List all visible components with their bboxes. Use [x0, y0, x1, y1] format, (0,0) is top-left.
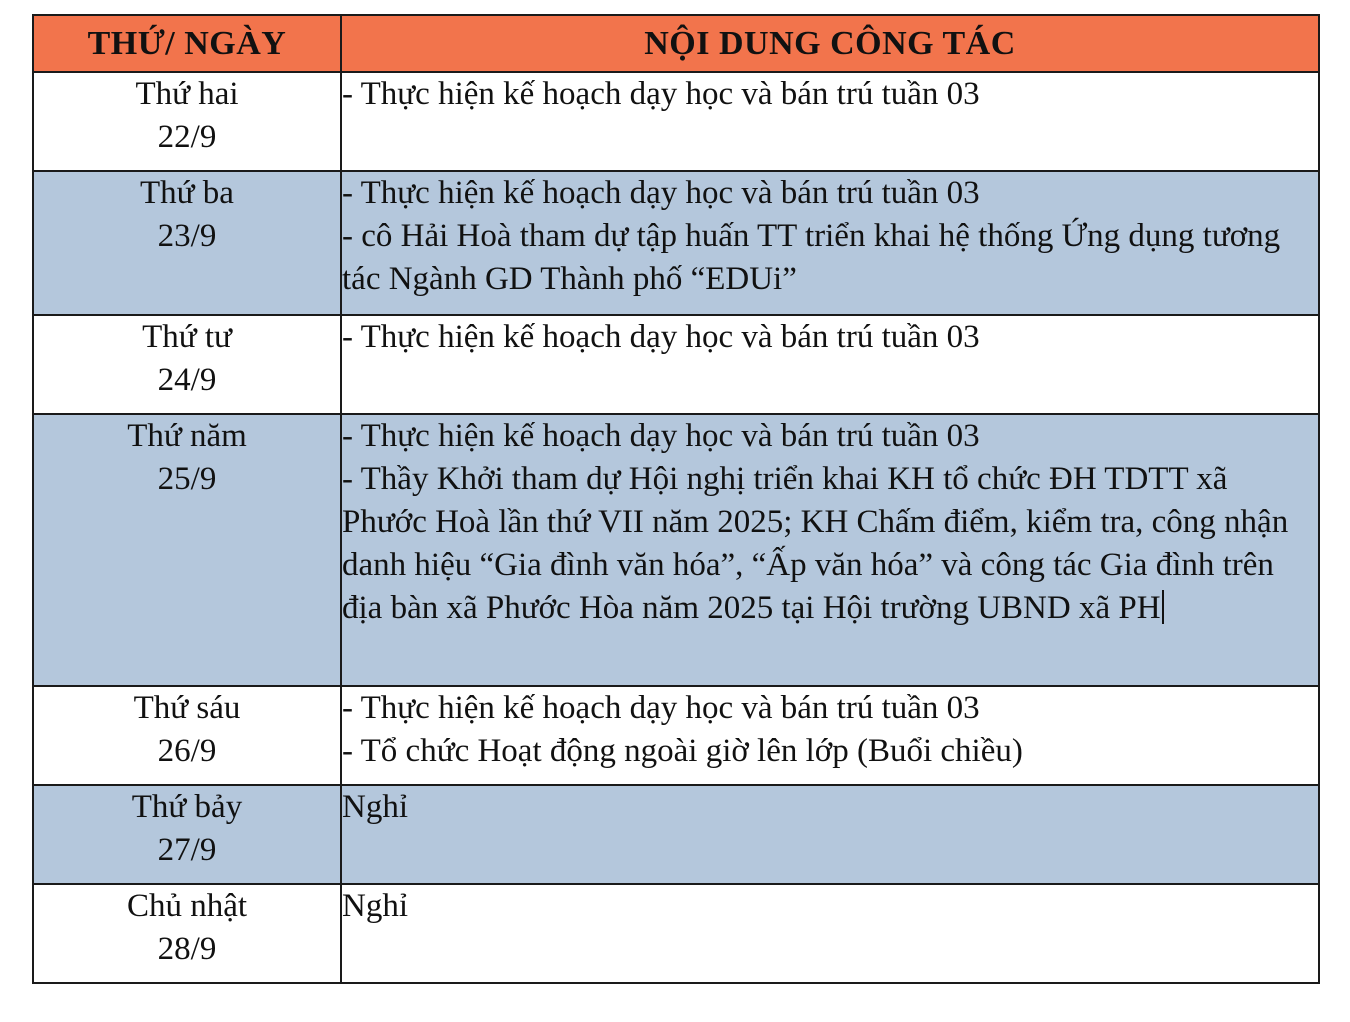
table-row-wednesday: [33, 315, 1319, 414]
content-line: Nghỉ: [342, 888, 408, 924]
content-cell[interactable]: [341, 414, 1319, 686]
table-row-monday: [33, 72, 1319, 171]
content-line: - Thực hiện kế hoạch dạy học và bán trú tuần 03: [342, 690, 980, 726]
content-line: [342, 458, 1318, 630]
date-label: 25/9: [157, 461, 217, 497]
table-row-friday: [33, 686, 1319, 785]
content-cell[interactable]: [341, 884, 1319, 983]
day-cell[interactable]: [33, 171, 341, 315]
table-header-row: [33, 15, 1319, 72]
content-line-text: - Thầy Khởi tham dự Hội nghị triển khai KH tổ chức ĐH TDTT xã Phước Hoà lần thứ VII năm 2025; KH Chấm điểm, kiểm tra, công nhận danh hiệu “Gia đình văn hóa”, “Ấp văn hóa” và công tác Gia đình trên địa bàn xã Phước Hòa năm 2025 tại Hội trường UBND xã PH: [342, 461, 1289, 626]
text-cursor-icon: [1162, 590, 1164, 624]
day-cell[interactable]: [33, 686, 341, 785]
weekday-label: Thứ bảy: [131, 789, 243, 825]
content-line: - Thực hiện kế hoạch dạy học và bán trú tuần 03: [342, 76, 980, 112]
content-cell[interactable]: [341, 686, 1319, 785]
weekday-label: Thứ tư: [142, 319, 232, 355]
content-cell[interactable]: [341, 72, 1319, 171]
day-cell[interactable]: [33, 884, 341, 983]
weekday-label: Thứ sáu: [133, 690, 241, 726]
content-line: - cô Hải Hoà tham dự tập huấn TT triển khai hệ thống Ứng dụng tương tác Ngành GD Thành phố “EDUi”: [342, 218, 1281, 297]
date-label: 26/9: [157, 733, 217, 769]
content-line: - Thực hiện kế hoạch dạy học và bán trú tuần 03: [342, 175, 980, 211]
day-cell[interactable]: [33, 315, 341, 414]
schedule-sheet: [32, 14, 1318, 1002]
weekday-label: Chủ nhật: [126, 888, 248, 924]
day-cell[interactable]: [33, 72, 341, 171]
date-label: 24/9: [157, 362, 217, 398]
table-row-saturday: [33, 785, 1319, 884]
date-label: 27/9: [157, 832, 217, 868]
date-label: 28/9: [157, 931, 217, 967]
content-line: - Thực hiện kế hoạch dạy học và bán trú tuần 03: [342, 418, 980, 454]
date-label: 23/9: [157, 218, 217, 254]
content-cell[interactable]: [341, 171, 1319, 315]
table-row-thursday: [33, 414, 1319, 686]
day-cell[interactable]: [33, 785, 341, 884]
weekly-schedule-table: [32, 14, 1320, 984]
header-day-column: THỨ/ NGÀY: [33, 15, 341, 72]
weekday-label: Thứ năm: [127, 418, 247, 454]
content-line: - Tổ chức Hoạt động ngoài giờ lên lớp (Buổi chiều): [342, 733, 1023, 769]
day-cell[interactable]: [33, 414, 341, 686]
weekday-label: Thứ hai: [135, 76, 239, 112]
content-line: Nghỉ: [342, 789, 408, 825]
date-label: 22/9: [157, 119, 217, 155]
table-row-tuesday: [33, 171, 1319, 315]
content-cell[interactable]: [341, 315, 1319, 414]
content-cell[interactable]: [341, 785, 1319, 884]
table-row-sunday: [33, 884, 1319, 983]
weekday-label: Thứ ba: [140, 175, 234, 211]
content-line: - Thực hiện kế hoạch dạy học và bán trú tuần 03: [342, 319, 980, 355]
header-content-column: NỘI DUNG CÔNG TÁC: [341, 15, 1319, 72]
